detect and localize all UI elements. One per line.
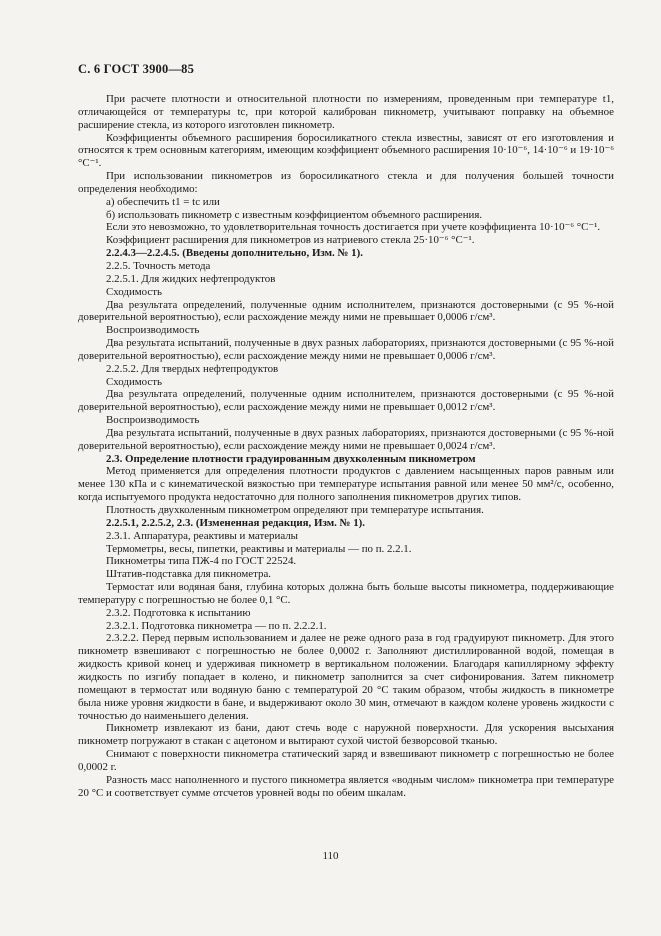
subheading: Сходимость	[106, 285, 162, 298]
subsection-heading: 2.2.5.2. Для твердых нефтепродуктов	[106, 362, 279, 375]
paragraph: При использовании пикнометров из боросиликатного стекла и для получения большей точности определения необходимо:	[78, 170, 614, 195]
amendment-note: 2.2.4.3—2.2.4.5. (Введены дополнительно, Изм. № 1).	[106, 247, 363, 260]
paragraph: Коэффициент расширения для пикнометров из натриевого стекла 25·10⁻⁶ °С⁻¹.	[106, 234, 475, 247]
paragraph: Пикнометр извлекают из бани, дают стечь воде с наружной поверхности. Для ускорения высыхания пикнометр погружают в стакан с ацетоном и вытирают сухой чистой безворсовой тканью.	[78, 722, 614, 748]
paragraph: 2.3.2.1. Подготовка пикнометра — по п. 2.2.2.1.	[106, 619, 327, 632]
list-item-a: а) обеспечить t1 = tc или	[106, 195, 220, 208]
page-header: С. 6 ГОСТ 3900—85	[78, 62, 195, 76]
paragraph: Снимают с поверхности пикнометра статический заряд и взвешивают пикнометр с погрешностью не более 0,0002 г.	[78, 748, 614, 773]
subsection-heading: 2.3.1. Аппаратура, реактивы и материалы	[106, 529, 298, 542]
paragraph: При расчете плотности и относительной плотности по измерениям, проведенным при температуре t1, отличающейся от температуры tc, при которой калиброван пикнометр, учитывают поправку на объемное расширение стекла, из которого изготовлен пикнометр.	[78, 93, 614, 131]
subheading: Воспроизводимость	[106, 414, 200, 427]
subheading: Сходимость	[106, 375, 162, 388]
paragraph: Плотность двухколенным пикнометром определяют при температуре испытания.	[106, 504, 484, 516]
paragraph: Термостат или водяная баня, глубина которых должна быть больше высоты пикнометра, поддерживающие температуру с погрешностью не более 0,1 °С.	[78, 581, 614, 606]
paragraph: Термометры, весы, пипетки, реактивы и материалы — по п. 2.2.1.	[106, 542, 412, 555]
paragraph: Коэффициенты объемного расширения боросиликатного стекла известны, зависят от его изготовления и относятся к трем основным категориям, имеющим коэффициент объемного расширения 10·10⁻⁶, 14·10⁻⁶ и 19·10⁻⁶ °С⁻¹.	[78, 131, 614, 170]
subsection-heading: 2.3.2. Подготовка к испытанию	[106, 606, 251, 619]
subsection-heading: 2.2.5.1. Для жидких нефтепродуктов	[106, 272, 276, 285]
section-heading: 2.2.5. Точность метода	[106, 259, 211, 272]
paragraph: Штатив-подставка для пикнометра.	[106, 568, 272, 581]
section-heading: 2.3. Определение плотности градуированным двухколенным пикнометром	[106, 452, 476, 465]
paragraph: Два результата определений, полученные одним исполнителем, признаются достоверными (с 95 %-ной доверительной вероятностью), если расхождение между ними не превышает 0,0012 г/см³.	[78, 388, 614, 414]
page-body	[78, 93, 614, 799]
list-item-b: б) использовать пикнометр с известным коэффициентом объемного расширения.	[106, 208, 483, 221]
page-number: 110	[322, 850, 339, 862]
paragraph: Два результата испытаний, полученные в двух разных лабораториях, признаются достоверными (с 95 %-ной доверительной вероятностью), если расхождение между ними не превышает 0,0006 г/см³.	[78, 337, 614, 362]
paragraph: 2.3.2.2. Перед первым использованием и далее не реже одного раза в год градуируют пикнометр. Для этого пикнометр взвешивают с погрешностью не более 0,0002 г. Заполняют дистиллированной водой, помещая в жидкость кривой конец и удерживая пикнометр в вертикальном положении. Благодаря капиллярному эффекту жидкость по изгибу попадает в колено, и пикнометр заполнится за счет сифонирования. Затем пикнометр помещают в термостат или водяную баню с температурой 20 °С таким образом, чтобы жидкость в пикнометре была ниже уровня жидкости в бане, и выдерживают около 30 мин, отмечают в каждом колене уровень жидкости с точностью до наименьшего деления.	[78, 632, 614, 722]
paragraph: Два результата определений, полученные одним исполнителем, признаются достоверными (с 95 %-ной доверительной вероятностью), если расхождение между ними не превышает 0,0006 г/см³.	[78, 298, 614, 324]
paragraph: Если это невозможно, то удовлетворительная точность достигается при учете коэффициента 10·10⁻⁶ °С⁻¹.	[106, 221, 601, 234]
paragraph: Метод применяется для определения плотности продуктов с давлением насыщенных паров равным или менее 130 кПа и с кинематической вязкостью при температуре испытания равной или менее 50 мм²/с, особенно, когда испытуемого продукта недостаточно для полного заполнения пикнометров других типов.	[78, 465, 614, 504]
amendment-note: 2.2.5.1, 2.2.5.2, 2.3. (Измененная редакция, Изм. № 1).	[106, 516, 366, 529]
paragraph: Два результата испытаний, полученные в двух разных лабораториях, признаются достоверными (с 95 %-ной доверительной вероятностью), если расхождение между ними не превышает 0,0024 г/см³.	[78, 426, 614, 452]
subheading: Воспроизводимость	[106, 324, 200, 337]
paragraph: Разность масс наполненного и пустого пикнометра является «водным числом» пикнометра при температуре 20 °С и соответствует сумме отсчетов уровней воды по обеим шкалам.	[78, 773, 614, 799]
paragraph: Пикнометры типа ПЖ-4 по ГОСТ 22524.	[106, 555, 297, 568]
